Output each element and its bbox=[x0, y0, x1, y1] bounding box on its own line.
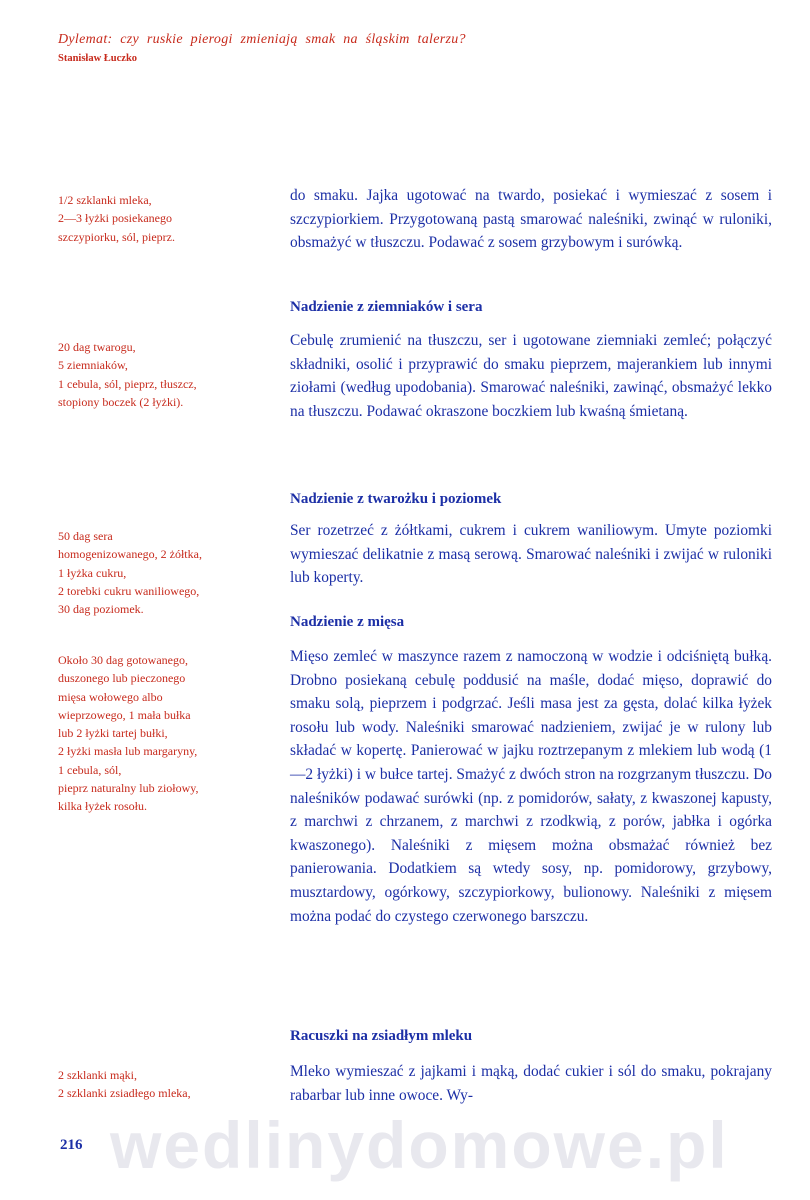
ingredients-list: 50 dag sera homogenizowanego, 2 żółtka, 1 łyżka cukru, 2 torebki cukru waniliowego, 30 dag poziomek. bbox=[58, 529, 202, 617]
section-heading: Racuszki na zsiadłym mleku bbox=[290, 1028, 473, 1044]
ingredients-list: Około 30 dag gotowanego, duszonego lub pieczonego mięsa wołowego albo wieprzowego, 1 mała bułka lub 2 łyżki tartej bułki, 2 łyżki masła lub margaryny, 1 cebula, sól, pieprz naturalny lub ziołowy, kilka łyżek rosołu. bbox=[58, 653, 199, 814]
page-header bbox=[58, 30, 478, 66]
section-heading: Nadzienie z twarożku i poziomek bbox=[290, 491, 502, 507]
header-title: Dylemat: czy ruskie pierogi zmieniają smak na śląskim talerzu? bbox=[58, 32, 466, 47]
header-author: Stanisław Łuczko bbox=[58, 53, 138, 64]
ingredients-list: 2 szklanki mąki, 2 szklanki zsiadłego mleka, bbox=[58, 1068, 191, 1101]
recipe-text: Mięso zemleć w maszynce razem z namoczoną w wodzie i odciśniętą bułką. Drobno posiekaną cebulę poddusić na maśle, dodać mięso, doprawić do smaku solą, pieprzem i podgrzać. Jeśli masa jest za gęsta, dolać kilka łyżek rosołu lub wody. Naleśniki smarować nadzieniem, zwijać je w rulony lub składać w kopertę. Panierować w jajku roztrzepanym z mlekiem lub wodą (1—2 łyżki) i w bułce tartej. Smażyć z dwóch stron na rozgrzanym tłuszczu. Do naleśników podawać surówki (np. z pomidorów, sałaty, z kwaszonej kapusty, z marchwi z chrzanem, z marchwi z rzodkwią, z porów, jabłka i ogórka kwaszonego). Naleśniki z mięsem można obsmażać również bez panierowania. Dodatkiem są wtedy sosy, np. pomidorowy, grzybowy, musztardowy, ogórkowy, szczypiorkowy, bulionowy. Naleśniki z mięsem można podać do czystego czerwonego barszczu. bbox=[290, 648, 772, 925]
section-heading: Nadzienie z ziemniaków i sera bbox=[290, 299, 483, 315]
ingredients-list: 20 dag twarogu, 5 ziemniaków, 1 cebula, sól, pieprz, tłuszcz, stopiony boczek (2 łyżki). bbox=[58, 340, 197, 409]
recipe-text: Mleko wymieszać z jajkami i mąką, dodać cukier i sól do smaku, pokrajany rabarbar lub inne owoce. Wy- bbox=[290, 1063, 772, 1104]
section-heading: Nadzienie z mięsa bbox=[290, 614, 405, 630]
recipe-text: do smaku. Jajka ugotować na twardo, posiekać i wymieszać z sosem i szczypiorkiem. Przygotowaną pastą smarować naleśniki, zwinąć w ruloniki, obsmażyć w tłuszczu. Podawać z sosem grzybowym i surówką. bbox=[290, 187, 772, 252]
watermark: wedlinydomowe.pl bbox=[110, 1108, 729, 1182]
recipe-text: Ser rozetrzeć z żółtkami, cukrem i cukrem waniliowym. Umyte poziomki wymieszać delikatnie z masą serową. Smarować naleśniki i zwijać w ruloniki lub koperty. bbox=[290, 522, 772, 587]
recipe-text: Cebulę zrumienić na tłuszczu, ser i ugotowane ziemniaki zemleć; połączyć składniki, osolić i przyprawić do smaku pieprzem, majerankiem lub innymi ziołami (według upodobania). Smarować naleśniki, zawinąć, obsmażyć lekko na tłuszczu. Podawać okraszone boczkiem lub kwaśną śmietaną. bbox=[290, 332, 772, 420]
page-number: 216 bbox=[60, 1137, 83, 1153]
ingredients-list: 1/2 szklanki mleka, 2—3 łyżki posiekanego szczypiorku, sól, pieprz. bbox=[58, 193, 175, 244]
